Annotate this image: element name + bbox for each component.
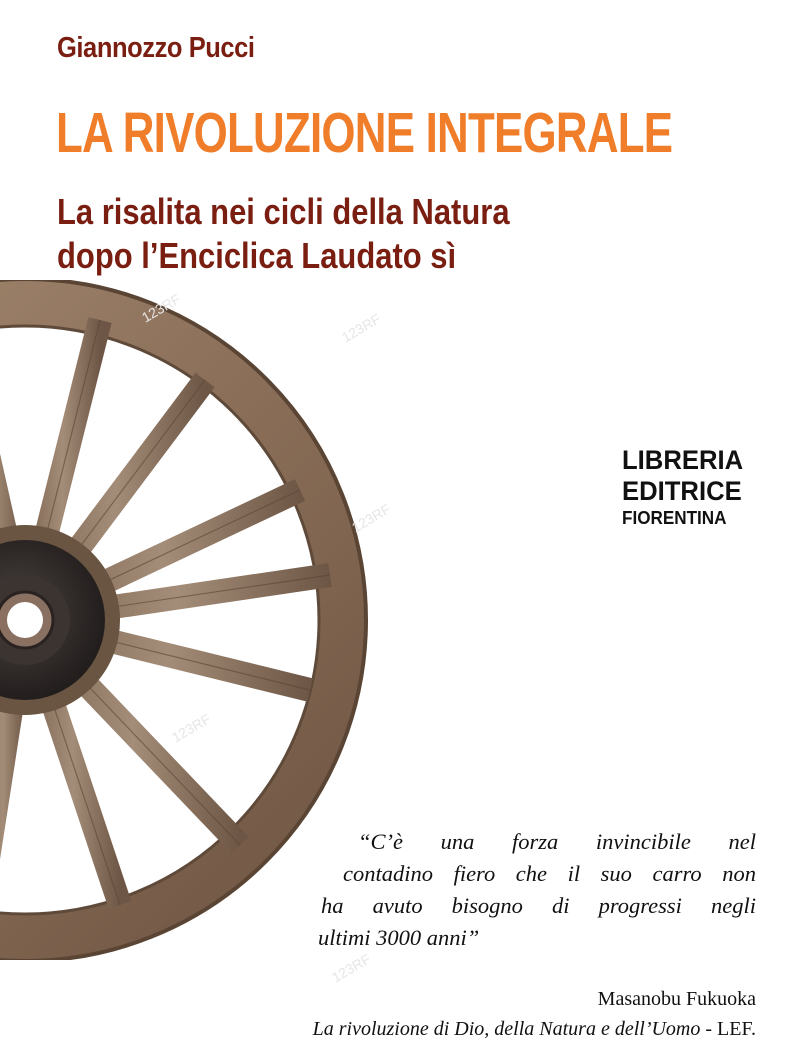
- watermark: 123RF: [328, 950, 374, 986]
- publisher-line-2: EDITRICE: [622, 476, 742, 506]
- watermark: 123RF: [138, 290, 184, 326]
- quote-book-title: La rivoluzione di Dio, della Natura e dell’Uomo: [312, 1018, 701, 1040]
- subtitle-line-2: dopo l’Enciclica Laudato sì: [57, 235, 457, 276]
- epigraph-quote: [318, 826, 756, 954]
- publisher-line-3: FIORENTINA: [622, 508, 727, 528]
- publisher-logo: [622, 445, 750, 529]
- watermark: 123RF: [348, 500, 394, 536]
- quote-line-3: ha avuto bisogno di progressi negli: [321, 893, 756, 918]
- quote-line-4: ultimi 3000 anni”: [318, 925, 480, 950]
- watermark: 123RF: [168, 710, 214, 746]
- author-name: Giannozzo Pucci: [57, 32, 255, 64]
- watermark: 123RF: [338, 310, 384, 346]
- quote-book-publisher: - LEF.: [700, 1018, 756, 1040]
- book-subtitle: [57, 190, 510, 278]
- quote-reference: [313, 1014, 756, 1044]
- book-title: LA RIVOLUZIONE INTEGRALE: [56, 101, 673, 165]
- quote-line-1: “C’è una forza invincibile nel: [358, 829, 756, 854]
- quote-author: Masanobu Fukuoka: [597, 988, 756, 1010]
- publisher-line-1: LIBRERIA: [622, 445, 744, 475]
- quote-source: [313, 984, 756, 1044]
- subtitle-line-1: La risalita nei cicli della Natura: [57, 191, 510, 232]
- quote-line-2: contadino fiero che il suo carro non: [343, 861, 756, 886]
